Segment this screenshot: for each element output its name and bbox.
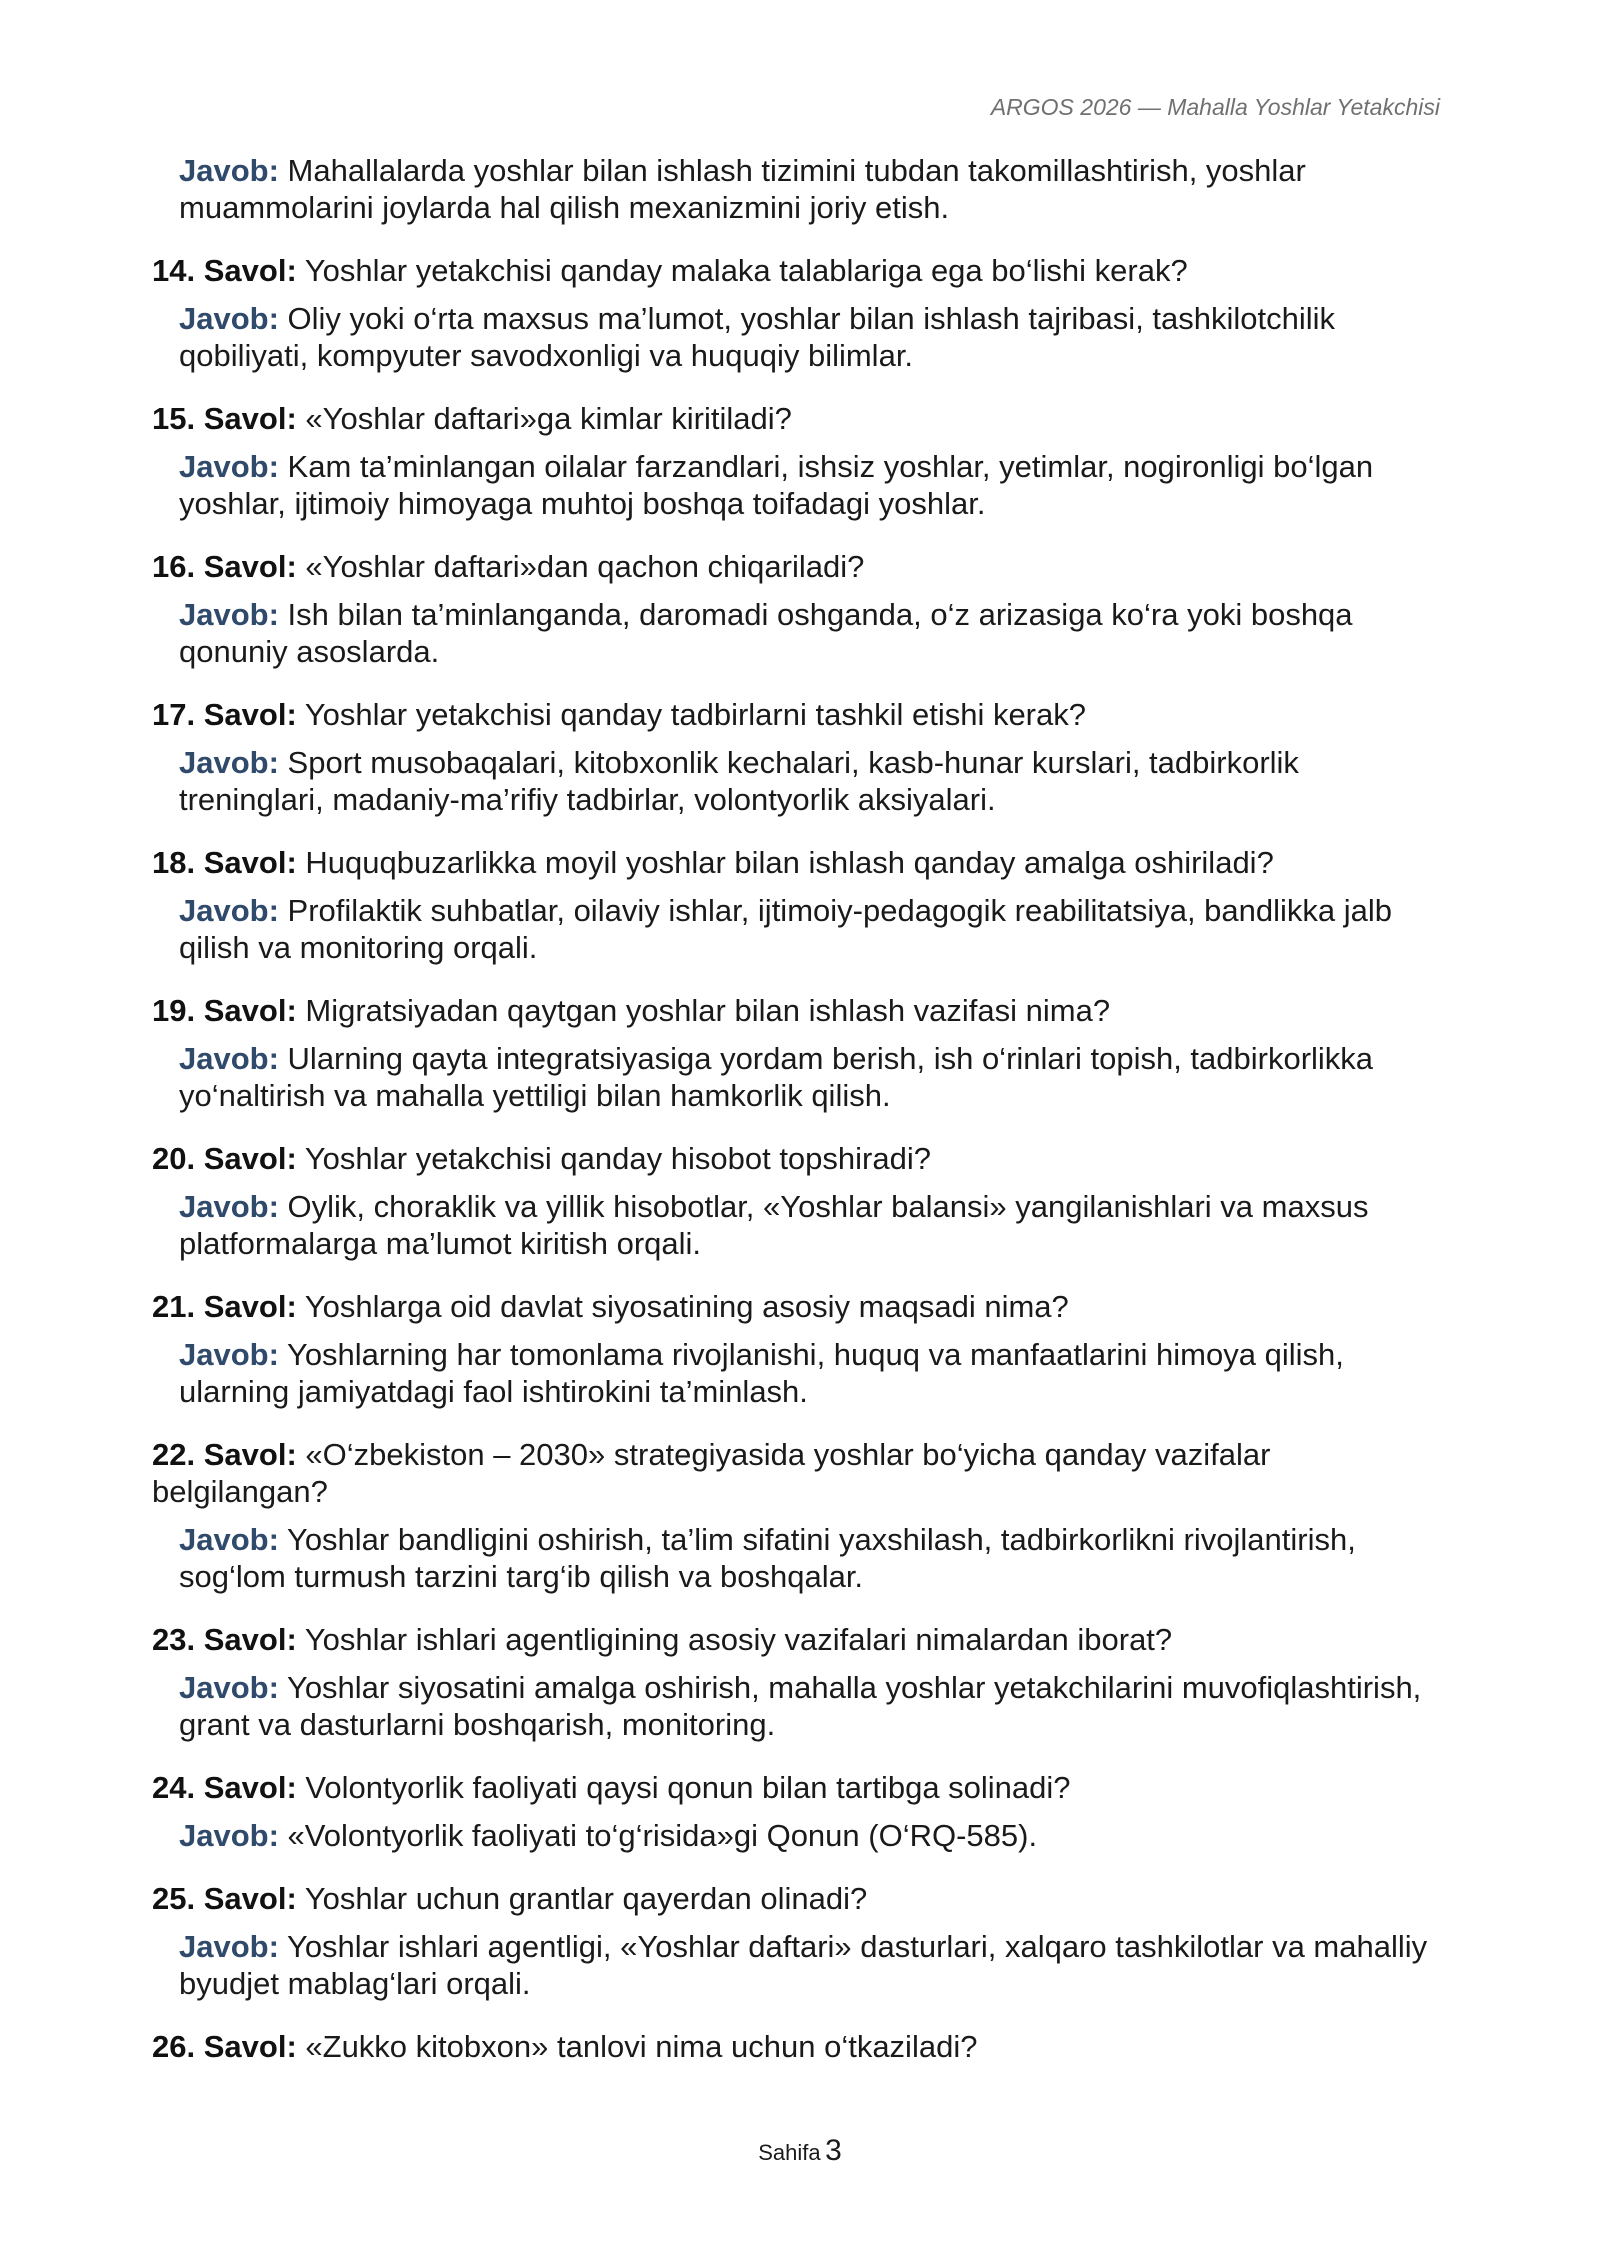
answer-label: Javob:: [179, 1818, 279, 1853]
question-label-word: Savol:: [203, 1622, 297, 1657]
question-label-word: Savol:: [203, 549, 297, 584]
qa-item: [152, 1436, 1447, 1595]
answer: [179, 300, 1447, 374]
question-label: [152, 697, 297, 732]
question: [152, 1436, 1447, 1510]
question-label-word: Savol:: [203, 253, 297, 288]
running-header: ARGOS 2026 — Mahalla Yoshlar Yetakchisi: [990, 94, 1440, 120]
qa-item: [152, 1769, 1447, 1854]
answer-text: Sport musobaqalari, kitobxonlik kechalari, kasb-hunar kurslari, tadbirkorlik treninglari, madaniy-ma’rifiy tadbirlar, volontyorlik aksiyalari.: [179, 745, 1299, 817]
answer-label: Javob:: [179, 1337, 279, 1372]
answer-text: Oliy yoki o‘rta maxsus ma’lumot, yoshlar bilan ishlash tajribasi, tashkilotchilik qobiliyati, kompyuter savodxonligi va huquqiy bilimlar.: [179, 301, 1336, 373]
answer-label: Javob:: [179, 301, 279, 336]
lead-answer: [179, 152, 1447, 226]
question-label: [152, 993, 297, 1028]
answer: [179, 1040, 1447, 1114]
question-number: 18.: [152, 845, 196, 880]
question-label: [152, 1141, 297, 1176]
question-text: Yoshlar ishlari agentligining asosiy vazifalari nimalardan iborat?: [304, 1622, 1173, 1657]
question-label: [152, 1289, 297, 1324]
answer-text: Oylik, choraklik va yillik hisobotlar, «Yoshlar balansi» yangilanishlari va maxsus platformalarga ma’lumot kiritish orqali.: [179, 1189, 1369, 1261]
qa-item: [152, 1288, 1447, 1410]
question-number: 24.: [152, 1770, 196, 1805]
question: [152, 548, 1447, 585]
question-text: Migratsiyadan qaytgan yoshlar bilan ishlash vazifasi nima?: [305, 993, 1111, 1028]
question: [152, 844, 1447, 881]
answer-text: Kam ta’minlangan oilalar farzandlari, ishsiz yoshlar, yetimlar, nogironligi bo‘lgan yoshlar, ijtimoiy himoyaga muhtoj boshqa toifadagi yoshlar.: [179, 449, 1374, 521]
answer-label: Javob:: [179, 1670, 279, 1705]
question-text: «Yoshlar daftari»ga kimlar kiritiladi?: [305, 401, 792, 436]
qa-item: [152, 1880, 1447, 2002]
answer-text: Yoshlar siyosatini amalga oshirish, mahalla yoshlar yetakchilarini muvofiqlashtirish, grant va dasturlarni boshqarish, monitoring.: [179, 1670, 1422, 1742]
question-number: 19.: [152, 993, 196, 1028]
question: [152, 1880, 1447, 1917]
question-number: 23.: [152, 1622, 196, 1657]
answer-label: Javob:: [179, 1929, 279, 1964]
qa-content: [152, 152, 1447, 2076]
question-label-word: Savol:: [203, 1770, 297, 1805]
qa-item: [152, 1140, 1447, 1262]
question-number: 15.: [152, 401, 196, 436]
page-label: Sahifa: [758, 2140, 821, 2165]
question-label-word: Savol:: [203, 1437, 297, 1472]
answer-text: Yoshlar bandligini oshirish, ta’lim sifatini yaxshilash, tadbirkorlikni rivojlantirish, sog‘lom turmush tarzini targ‘ib qilish va boshqalar.: [179, 1522, 1356, 1594]
question-label: [152, 2029, 297, 2064]
question-label-word: Savol:: [203, 1881, 297, 1916]
question-label: [152, 845, 297, 880]
question-number: 25.: [152, 1881, 196, 1916]
question: [152, 1621, 1447, 1658]
answer-label: Javob:: [179, 449, 279, 484]
question: [152, 1140, 1447, 1177]
answer-label: Javob:: [179, 1041, 279, 1076]
answer-text: Yoshlarning har tomonlama rivojlanishi, huquq va manfaatlarini himoya qilish, ularning jamiyatdagi faol ishtirokini ta’minlash.: [179, 1337, 1344, 1409]
answer: [179, 1669, 1447, 1743]
question-text: Yoshlarga oid davlat siyosatining asosiy maqsadi nima?: [304, 1289, 1069, 1324]
answer-text: Ularning qayta integratsiyasiga yordam berish, ish o‘rinlari topish, tadbirkorlikka yo‘naltirish va mahalla yettiligi bilan hamkorlik qilish.: [179, 1041, 1374, 1113]
answer: [179, 1188, 1447, 1262]
answer: [179, 1521, 1447, 1595]
question: [152, 252, 1447, 289]
question-text: «Zukko kitobxon» tanlovi nima uchun o‘tkaziladi?: [305, 2029, 978, 2064]
question: [152, 1769, 1447, 1806]
answer-label: Javob:: [179, 893, 279, 928]
answer: [179, 596, 1447, 670]
question-label-word: Savol:: [203, 993, 297, 1028]
answer-text: Profilaktik suhbatlar, oilaviy ishlar, ijtimoiy-pedagogik reabilitatsiya, bandlikka jalb qilish va monitoring orqali.: [179, 893, 1393, 965]
answer-label: Javob:: [179, 597, 279, 632]
qa-item: [152, 548, 1447, 670]
question-label: [152, 253, 297, 288]
answer-label: Javob:: [179, 153, 279, 188]
answer: [179, 892, 1447, 966]
question-text: Yoshlar yetakchisi qanday tadbirlarni tashkil etishi kerak?: [304, 697, 1086, 732]
question-label-word: Savol:: [203, 845, 297, 880]
answer-text: Mahallalarda yoshlar bilan ishlash tizimini tubdan takomillashtirish, yoshlar muammolarini joylarda hal qilish mexanizmini joriy etish.: [179, 153, 1306, 225]
answer-label: Javob:: [179, 1189, 279, 1224]
qa-item: [152, 992, 1447, 1114]
qa-item: [152, 696, 1447, 818]
question-text: «Yoshlar daftari»dan qachon chiqariladi?: [305, 549, 865, 584]
answer: [179, 1928, 1447, 2002]
question: [152, 2028, 1447, 2065]
qa-list: [152, 252, 1447, 2002]
answer-text: «Volontyorlik faoliyati to‘g‘risida»gi Qonun (O‘RQ-585).: [287, 1818, 1038, 1853]
question-text: «O‘zbekiston – 2030» strategiyasida yoshlar bo‘yicha qanday vazifalar belgilangan?: [152, 1437, 1271, 1509]
question-label: [152, 1881, 297, 1916]
qa-item-tail: [152, 2028, 1447, 2065]
question: [152, 400, 1447, 437]
question-label-word: Savol:: [203, 1289, 297, 1324]
qa-item: [152, 1621, 1447, 1743]
question-label-word: Savol:: [203, 1141, 297, 1176]
answer-text: Yoshlar ishlari agentligi, «Yoshlar daftari» dasturlari, xalqaro tashkilotlar va mahalliy byudjet mablag‘lari orqali.: [179, 1929, 1428, 2001]
question-label: [152, 401, 297, 436]
question: [152, 992, 1447, 1029]
question-text: Yoshlar yetakchisi qanday hisobot topshiradi?: [304, 1141, 931, 1176]
answer-label: Javob:: [179, 745, 279, 780]
question-label-word: Savol:: [203, 697, 297, 732]
question-label: [152, 1770, 297, 1805]
question-number: 22.: [152, 1437, 196, 1472]
answer: [179, 448, 1447, 522]
question: [152, 696, 1447, 733]
question-text: Yoshlar yetakchisi qanday malaka talablariga ega bo‘lishi kerak?: [304, 253, 1188, 288]
question-text: Yoshlar uchun grantlar qayerdan olinadi?: [304, 1881, 868, 1916]
qa-item: [152, 844, 1447, 966]
question: [152, 1288, 1447, 1325]
question-label: [152, 1622, 297, 1657]
page-footer: [0, 2134, 1600, 2168]
question-label-word: Savol:: [203, 401, 297, 436]
question-label: [152, 549, 297, 584]
answer: [179, 1336, 1447, 1410]
page-number: 3: [825, 2134, 842, 2167]
question-number: 16.: [152, 549, 196, 584]
answer: [179, 1817, 1447, 1854]
answer-label: Javob:: [179, 1522, 279, 1557]
question-text: Volontyorlik faoliyati qaysi qonun bilan tartibga solinadi?: [305, 1770, 1071, 1805]
question-number: 20.: [152, 1141, 196, 1176]
answer-text: Ish bilan ta’minlanganda, daromadi oshganda, o‘z arizasiga ko‘ra yoki boshqa qonuniy asoslarda.: [179, 597, 1353, 669]
qa-item: [152, 400, 1447, 522]
question-number: 26.: [152, 2029, 196, 2064]
question-number: 21.: [152, 1289, 196, 1324]
question-number: 14.: [152, 253, 196, 288]
answer: [179, 744, 1447, 818]
qa-item: [152, 252, 1447, 374]
question-label: [152, 1437, 297, 1472]
question-number: 17.: [152, 697, 196, 732]
question-label-word: Savol:: [203, 2029, 297, 2064]
question-text: Huquqbuzarlikka moyil yoshlar bilan ishlash qanday amalga oshiriladi?: [305, 845, 1274, 880]
